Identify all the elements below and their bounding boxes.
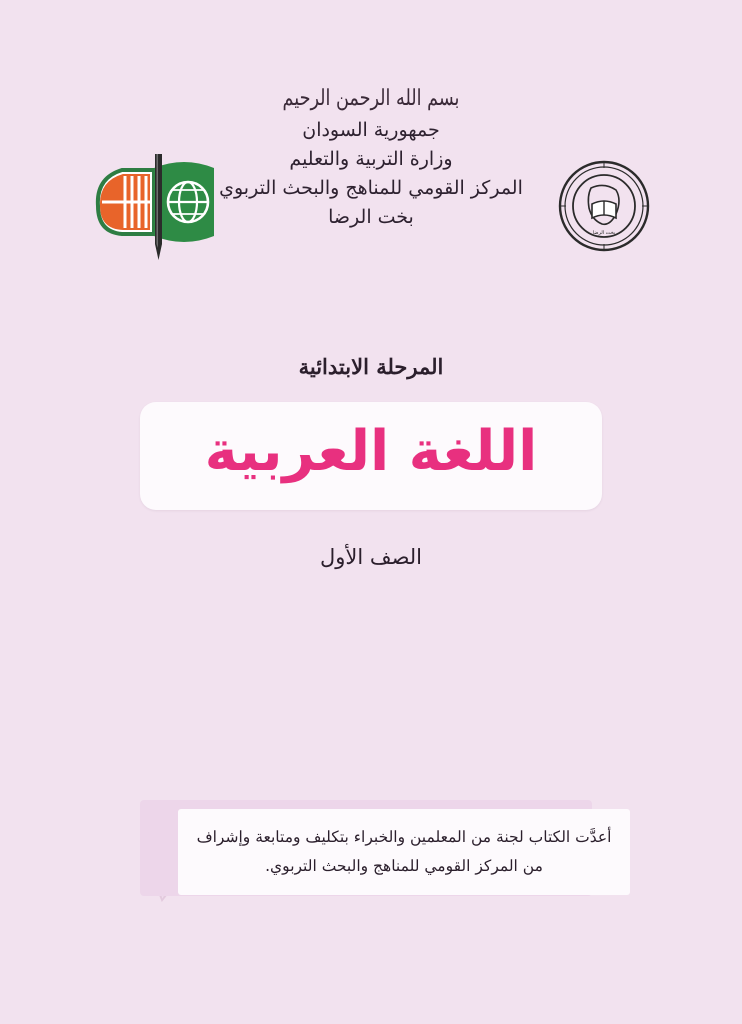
curriculum-center-seal-icon (558, 160, 650, 252)
title-plate (140, 402, 602, 510)
heading-line-center: المركز القومي للمناهج والبحث التربوي (219, 176, 523, 199)
heading-line-ministry: وزارة التربية والتعليم (289, 147, 453, 170)
credits-note-line-1: أعدَّت الكتاب لجنة من المعلمين والخبراء بتكليف ومتابعة وإشراف (196, 827, 612, 846)
basmala-text: بسم الله الرحمن الرحيم (282, 86, 460, 111)
heading-line-location: بخت الرضا (328, 205, 414, 228)
grade-label: الصف الأول (319, 545, 423, 569)
education-stage-label: المرحلة الابتدائية (298, 354, 444, 379)
svg-text:بخت الرضا: بخت الرضا (592, 230, 616, 236)
heading-line-country: جمهورية السودان (302, 119, 440, 141)
book-title: اللغة العربية (204, 419, 538, 484)
credits-note-card (178, 809, 630, 895)
ministry-emblem-icon (92, 148, 222, 268)
credits-note (140, 800, 630, 904)
credits-note-line-2: من المركز القومي للمناهج والبحث التربوي. (265, 857, 543, 875)
